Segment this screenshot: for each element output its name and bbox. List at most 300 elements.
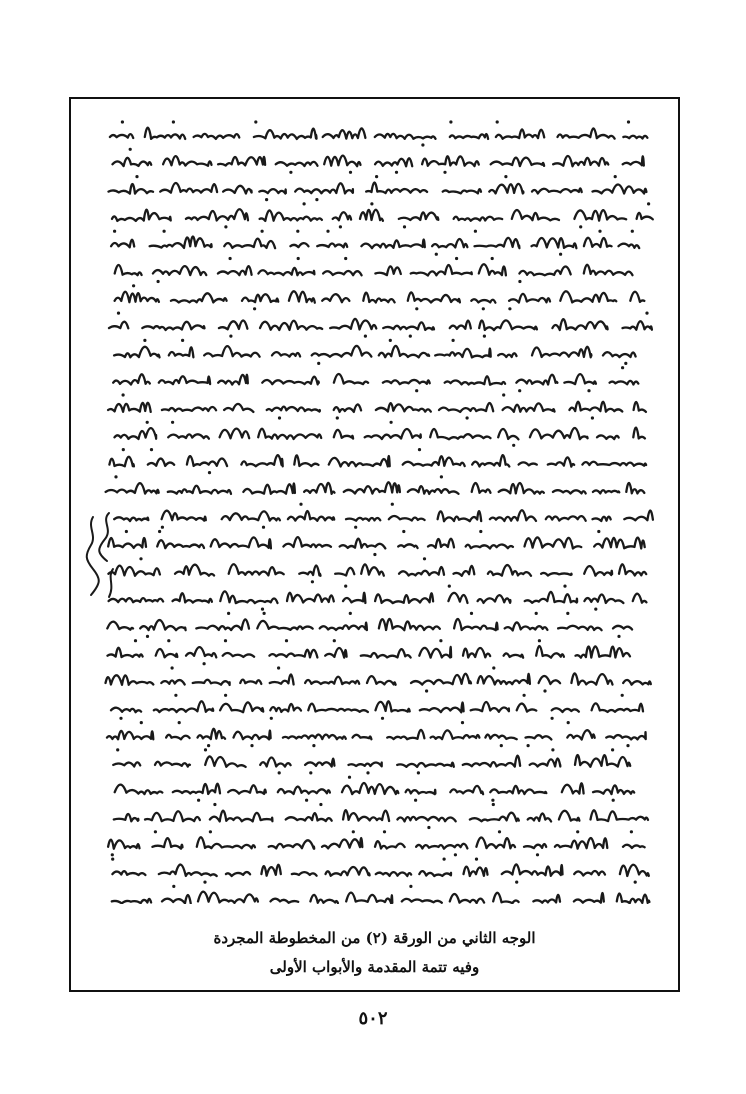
script-word	[463, 648, 490, 658]
script-word	[532, 347, 591, 358]
script-dot	[135, 175, 138, 178]
script-dot	[344, 585, 347, 588]
script-dot	[567, 721, 570, 724]
script-word	[375, 134, 436, 139]
script-word	[234, 731, 271, 740]
script-word	[366, 183, 427, 194]
script-word	[448, 593, 467, 603]
script-word	[524, 844, 546, 848]
script-dot	[612, 799, 615, 802]
script-word	[363, 293, 394, 303]
script-word	[399, 212, 439, 220]
script-word	[376, 403, 431, 411]
script-word	[411, 674, 471, 685]
script-word	[196, 619, 249, 630]
script-word	[569, 402, 622, 412]
script-word	[383, 380, 430, 384]
script-dot	[611, 748, 614, 751]
script-word	[375, 158, 412, 166]
script-word	[365, 429, 421, 439]
script-dot	[435, 253, 438, 256]
script-word	[114, 814, 139, 821]
script-dot	[389, 339, 392, 342]
script-word	[498, 353, 516, 357]
script-word	[343, 810, 389, 821]
script-word	[553, 490, 586, 493]
script-word	[408, 486, 459, 494]
script-word	[439, 403, 493, 412]
script-word	[399, 567, 444, 575]
script-dot	[224, 694, 227, 697]
script-word	[340, 539, 386, 549]
script-dot	[475, 858, 478, 861]
script-dot	[617, 635, 620, 638]
script-word	[471, 299, 495, 302]
script-word	[110, 134, 133, 138]
script-dot	[559, 253, 562, 256]
script-word	[106, 483, 159, 493]
script-word	[218, 375, 248, 385]
script-word	[258, 429, 321, 439]
script-word	[624, 510, 653, 520]
script-dot	[278, 771, 281, 774]
script-dot	[402, 530, 405, 533]
script-word	[637, 213, 653, 220]
script-dot	[527, 744, 530, 747]
manuscript-handwriting	[101, 119, 657, 904]
script-dot	[285, 639, 288, 642]
script-word	[626, 483, 644, 493]
script-word	[397, 763, 454, 767]
script-word	[445, 376, 505, 384]
script-word	[261, 865, 280, 876]
script-dot	[348, 776, 351, 779]
script-dot	[403, 225, 406, 228]
script-word	[360, 210, 383, 221]
script-word	[443, 189, 481, 193]
script-dot	[415, 307, 418, 310]
script-dot	[614, 175, 617, 178]
script-word	[559, 811, 580, 821]
script-dot	[598, 230, 601, 233]
script-word	[567, 730, 594, 739]
script-word	[224, 239, 275, 249]
script-word	[499, 483, 544, 494]
script-dot	[536, 853, 539, 856]
script-dot	[512, 444, 515, 447]
script-dot	[111, 858, 114, 861]
script-word	[305, 759, 334, 767]
script-dot	[551, 717, 554, 720]
script-dot	[224, 225, 227, 228]
script-word	[593, 785, 634, 794]
script-dot	[523, 694, 526, 697]
script-word	[276, 162, 318, 166]
script-dot	[265, 198, 268, 201]
script-dot	[425, 689, 428, 692]
script-word	[325, 648, 346, 658]
script-word	[258, 268, 314, 275]
script-word	[466, 545, 513, 549]
manuscript-frame	[69, 97, 680, 992]
script-word	[419, 871, 451, 876]
script-word	[562, 783, 584, 793]
script-dot	[326, 230, 329, 233]
script-dot	[303, 202, 306, 205]
script-word	[419, 647, 451, 658]
script-word	[555, 838, 607, 849]
script-word	[420, 703, 464, 713]
script-word	[375, 841, 405, 848]
script-word	[496, 129, 544, 138]
script-word	[243, 483, 295, 493]
script-dot	[132, 284, 135, 287]
script-word	[536, 646, 564, 658]
script-word	[558, 626, 602, 630]
script-word	[552, 708, 579, 712]
script-dot	[443, 858, 446, 861]
script-word	[558, 128, 615, 138]
script-dot	[261, 608, 264, 611]
script-dot	[139, 557, 142, 560]
script-dot	[423, 557, 426, 560]
script-word	[142, 322, 204, 330]
script-word	[175, 565, 214, 576]
script-word	[310, 895, 338, 903]
script-word	[260, 758, 290, 767]
script-dot	[631, 230, 634, 233]
script-word	[517, 704, 537, 712]
script-dot	[443, 171, 446, 174]
script-word	[376, 872, 411, 876]
script-word	[623, 136, 647, 139]
script-word	[397, 817, 455, 822]
script-word	[490, 510, 536, 521]
script-word	[353, 735, 372, 739]
script-word	[603, 352, 636, 357]
script-dot	[203, 662, 206, 665]
script-dot	[178, 721, 181, 724]
script-word	[594, 538, 645, 549]
script-word	[431, 730, 480, 739]
script-dot	[140, 721, 143, 724]
script-dot	[203, 881, 206, 884]
script-word	[432, 239, 467, 247]
script-word	[109, 457, 133, 467]
script-word	[479, 320, 537, 330]
script-word	[346, 518, 380, 521]
script-word	[548, 457, 574, 466]
script-word	[113, 158, 152, 166]
script-word	[257, 621, 312, 630]
script-word	[349, 762, 382, 766]
script-word	[204, 346, 259, 357]
script-dot	[116, 748, 119, 751]
script-dot	[591, 416, 594, 419]
script-word	[168, 434, 209, 438]
script-word	[376, 701, 410, 711]
script-word	[361, 240, 424, 249]
script-dot	[474, 230, 477, 233]
script-word	[112, 899, 151, 904]
script-dot	[566, 612, 569, 615]
script-dot	[491, 799, 494, 802]
script-dot	[421, 143, 424, 146]
script-word	[532, 188, 582, 193]
script-dot	[250, 744, 253, 747]
script-word	[389, 516, 425, 521]
script-word	[574, 871, 605, 876]
script-word	[478, 595, 511, 603]
script-word	[292, 872, 317, 876]
script-word	[383, 322, 434, 330]
script-word	[228, 785, 266, 794]
script-word	[430, 429, 490, 439]
script-dot	[373, 553, 376, 556]
script-dot	[482, 307, 485, 310]
script-dot	[349, 171, 352, 174]
script-word	[145, 811, 200, 821]
script-word	[224, 404, 253, 412]
script-word	[271, 899, 299, 903]
script-dot	[518, 389, 521, 392]
script-word	[475, 238, 520, 248]
script-word	[242, 294, 278, 302]
script-word	[516, 375, 557, 385]
script-word	[270, 675, 294, 685]
script-word	[163, 156, 211, 166]
script-dot	[466, 416, 469, 419]
script-word	[333, 212, 351, 220]
script-word	[623, 680, 651, 685]
script-word	[525, 592, 577, 603]
script-word	[323, 128, 366, 138]
script-word	[472, 483, 491, 493]
script-word	[584, 238, 612, 247]
script-word	[491, 158, 544, 166]
script-word	[262, 377, 319, 385]
script-word	[210, 811, 273, 822]
script-word	[463, 756, 520, 767]
script-word	[299, 565, 320, 575]
script-word	[220, 702, 263, 712]
script-word	[153, 266, 206, 275]
script-dot	[627, 120, 630, 123]
script-dot	[150, 448, 153, 451]
script-word	[619, 244, 640, 248]
script-word	[290, 243, 308, 247]
script-word	[361, 649, 411, 658]
script-word	[222, 511, 280, 520]
script-dot	[621, 366, 624, 369]
script-dot	[645, 312, 648, 315]
script-word	[623, 156, 644, 165]
script-word	[324, 156, 360, 167]
script-word	[519, 462, 537, 465]
script-word	[623, 321, 652, 329]
script-word	[186, 209, 248, 220]
script-word	[107, 731, 153, 739]
script-word	[584, 566, 612, 576]
script-word	[613, 626, 632, 630]
script-dot	[172, 885, 175, 888]
script-word	[502, 864, 563, 875]
script-dot	[181, 339, 184, 342]
script-word	[485, 735, 516, 740]
script-word	[435, 349, 491, 358]
script-word	[288, 511, 334, 521]
script-word	[166, 735, 190, 739]
script-word	[375, 266, 400, 275]
script-word	[220, 429, 250, 439]
script-dot	[172, 120, 175, 123]
script-word	[220, 591, 277, 603]
script-word	[111, 708, 141, 713]
script-word	[173, 784, 220, 794]
script-word	[597, 435, 619, 439]
script-dot	[597, 530, 600, 533]
script-word	[546, 516, 586, 521]
script-dot	[414, 799, 417, 802]
script-dot	[254, 120, 257, 123]
caption-line-1: الوجه الثاني من الورقة (٢) من المخطوطة المجردة	[213, 929, 536, 947]
script-dot	[383, 830, 386, 833]
script-dot	[504, 175, 507, 178]
script-word	[107, 622, 133, 630]
script-word	[504, 653, 523, 657]
script-dot	[319, 803, 322, 806]
script-word	[464, 867, 488, 876]
script-word	[270, 704, 301, 712]
script-word	[286, 813, 332, 821]
script-dot	[647, 202, 650, 205]
script-word	[173, 593, 212, 602]
script-dot	[454, 853, 457, 856]
script-word	[617, 894, 650, 904]
script-dot	[113, 230, 116, 233]
script-word	[198, 729, 226, 739]
script-word	[633, 594, 647, 603]
script-dot	[122, 448, 125, 451]
script-word	[335, 568, 354, 576]
script-dot	[455, 257, 458, 260]
script-word	[541, 573, 572, 576]
script-word	[159, 376, 210, 384]
script-word	[490, 786, 546, 794]
script-dot	[163, 230, 166, 233]
script-dot	[122, 393, 125, 396]
script-word	[186, 647, 216, 657]
script-dot	[311, 580, 314, 583]
script-dot	[117, 312, 120, 315]
script-word	[505, 622, 548, 630]
margin-note-handwriting	[79, 509, 121, 604]
script-dot	[551, 748, 554, 751]
script-word	[454, 566, 475, 576]
caption-line-2: وفيه تتمة المقدمة والأبواب الأولى	[269, 958, 480, 976]
script-dot	[630, 830, 633, 833]
script-word	[157, 540, 204, 548]
script-word	[323, 271, 362, 275]
script-word	[269, 650, 317, 658]
script-word	[272, 352, 300, 357]
script-dot	[305, 799, 308, 802]
script-dot	[111, 853, 114, 856]
script-dot	[171, 666, 174, 669]
script-word	[287, 593, 334, 603]
script-word	[322, 838, 362, 848]
script-dot	[167, 639, 170, 642]
script-dot	[492, 666, 495, 669]
script-dot	[209, 830, 212, 833]
script-word	[493, 893, 518, 903]
script-dot	[543, 689, 546, 692]
script-word	[109, 184, 154, 194]
script-word	[205, 756, 245, 766]
script-word	[584, 595, 623, 603]
script-dot	[417, 771, 420, 774]
script-dot	[427, 826, 430, 829]
script-word	[320, 623, 367, 630]
script-word	[592, 703, 643, 712]
script-word	[162, 895, 191, 903]
script-dot	[563, 585, 566, 588]
script-word	[148, 459, 174, 466]
script-dot	[315, 198, 318, 201]
script-word	[528, 813, 551, 821]
script-word	[169, 347, 194, 357]
script-word	[194, 134, 240, 139]
script-dot	[418, 448, 421, 451]
script-word	[470, 813, 519, 822]
script-word	[379, 346, 429, 357]
script-dot	[227, 612, 230, 615]
script-word	[606, 732, 645, 739]
script-word	[530, 758, 561, 766]
script-dot	[579, 225, 582, 228]
script-dot	[119, 717, 122, 720]
script-word	[108, 840, 139, 849]
script-word	[150, 237, 212, 248]
script-word	[108, 403, 151, 412]
script-word	[329, 456, 390, 467]
script-dot	[224, 639, 227, 642]
script-dot	[624, 362, 627, 365]
script-word	[187, 456, 227, 466]
script-word	[283, 735, 346, 740]
script-word	[375, 593, 433, 603]
script-dot	[375, 175, 378, 178]
script-dot	[229, 257, 232, 260]
script-word	[584, 265, 633, 275]
script-word	[152, 838, 182, 849]
script-word	[269, 840, 315, 848]
script-word	[509, 294, 550, 303]
script-word	[317, 243, 347, 247]
script-dot	[312, 744, 315, 747]
script-word	[334, 404, 361, 411]
script-word	[240, 680, 261, 684]
script-word	[489, 184, 523, 194]
script-word	[111, 240, 134, 248]
script-word	[367, 676, 396, 685]
script-word	[408, 292, 460, 302]
script-dot	[354, 526, 357, 529]
script-word	[526, 735, 552, 739]
script-word	[254, 129, 317, 139]
script-dot	[479, 530, 482, 533]
script-dot	[299, 503, 302, 506]
